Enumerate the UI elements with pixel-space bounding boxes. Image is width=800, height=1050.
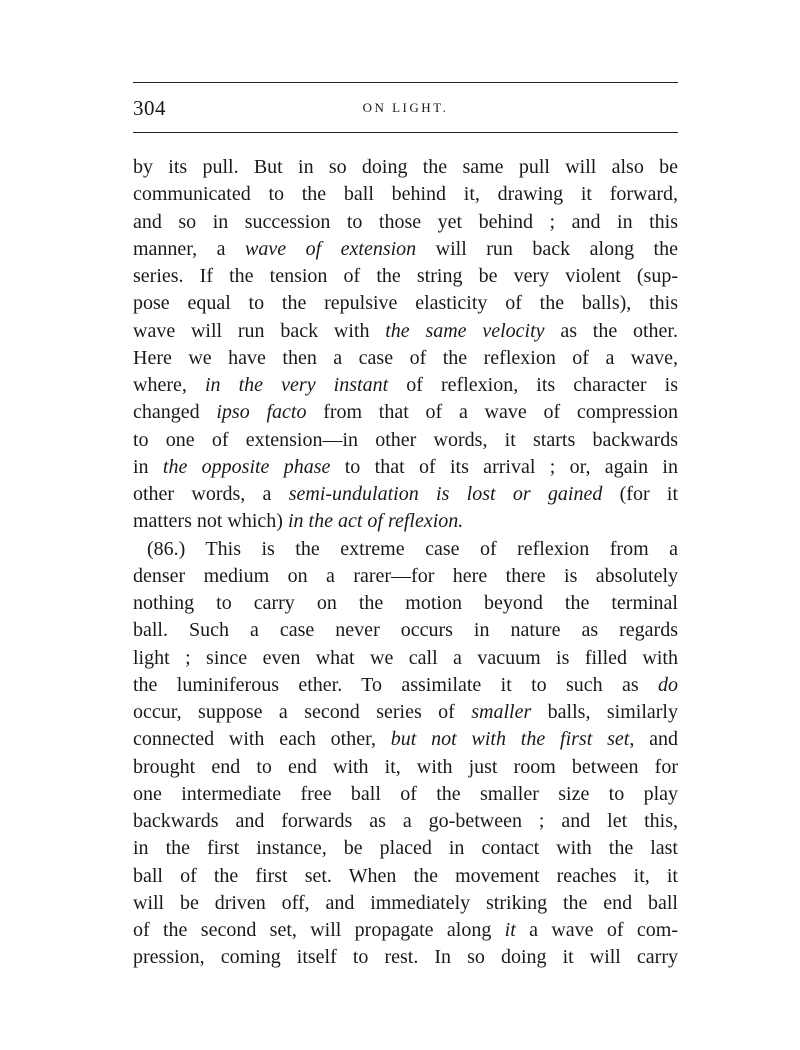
text-run: by its pull. But in so doing the same pull will also be	[133, 156, 678, 178]
text-line	[133, 726, 678, 753]
italic-run: but not with the first set	[390, 728, 630, 751]
text-line	[133, 427, 678, 454]
text-run: ball. Such a case never occurs in nature as regards	[133, 619, 678, 642]
text-line	[133, 454, 678, 481]
text-run: one intermediate free ball of the smaller size to play	[133, 782, 678, 805]
text-run: (86.) This is the extreme case of reflexion from a	[147, 537, 678, 560]
text-line	[133, 672, 678, 699]
page-number: 304	[133, 96, 166, 120]
running-title: ON LIGHT.	[362, 100, 449, 115]
text-line	[133, 508, 678, 535]
text-run: where,	[133, 374, 205, 396]
header-top-rule	[133, 82, 678, 83]
text-run: the luminiferous ether. To assimilate it to such as	[133, 673, 658, 696]
text-line	[133, 699, 678, 726]
text-run: denser medium on a rarer—for here there is absolutely	[133, 564, 678, 587]
body-text	[133, 154, 678, 972]
text-line	[133, 236, 678, 263]
text-run: series. If the tension of the string be very violent (sup-	[133, 265, 678, 287]
text-line	[133, 209, 678, 236]
text-run: connected with each other,	[133, 728, 391, 751]
text-run: other words, a	[133, 483, 289, 505]
italic-run: wave of extension	[245, 237, 417, 260]
text-line	[133, 318, 678, 345]
text-line	[133, 372, 678, 399]
text-line	[133, 590, 678, 617]
text-line	[133, 863, 678, 890]
text-run: pose equal to the repulsive elasticity of the balls), this	[133, 292, 678, 315]
text-line	[133, 536, 678, 563]
header-bottom-rule	[133, 132, 678, 133]
italic-run: ipso facto	[216, 401, 307, 424]
text-run: will be driven off, and immediately striking the end ball	[133, 891, 678, 914]
italic-run: the same velocity	[385, 319, 545, 342]
page-header	[133, 96, 678, 122]
text-run: occur, suppose a second series of	[133, 701, 472, 723]
text-line	[133, 154, 678, 181]
text-run: wave will run back with	[133, 319, 386, 342]
text-run: ball of the first set. When the movement reaches it, it	[133, 864, 678, 887]
text-run: to that of its arrival ; or, again in	[330, 455, 678, 478]
text-line	[133, 808, 678, 835]
text-line	[133, 399, 678, 426]
text-run: as the other.	[544, 319, 678, 342]
text-run: brought end to end with it, with just room between for	[133, 755, 678, 778]
text-line	[133, 617, 678, 644]
text-line	[133, 835, 678, 862]
text-line	[133, 754, 678, 781]
text-line	[133, 781, 678, 808]
text-line	[133, 944, 678, 971]
text-run: backwards and forwards as a go-between ; and let this,	[133, 810, 678, 832]
text-line	[133, 263, 678, 290]
text-run: matters not which)	[133, 510, 288, 533]
text-run: nothing to carry on the motion beyond the terminal	[133, 592, 678, 614]
text-run: and so in succession to those yet behind ; and in this	[133, 210, 678, 233]
text-line	[133, 481, 678, 508]
italic-run: semi-undulation is lost or gained	[288, 483, 603, 505]
text-run: from that of a wave of compression	[306, 401, 678, 424]
text-run: to one of extension—in other words, it starts backwards	[133, 428, 678, 451]
text-run: will run back along the	[416, 237, 678, 260]
text-run: balls, similarly	[531, 701, 678, 723]
text-line	[133, 563, 678, 590]
text-run: of the second set, will propagate along	[133, 919, 505, 941]
italic-run: in the very instant	[204, 374, 389, 396]
text-line	[133, 345, 678, 372]
text-run: changed	[133, 401, 217, 424]
italic-run: it	[504, 919, 516, 941]
text-run: communicated to the ball behind it, drawing it forward,	[133, 183, 678, 206]
italic-run: do	[658, 673, 678, 696]
italic-run: smaller	[471, 701, 532, 723]
text-run: manner, a	[133, 237, 246, 260]
text-run: in the first instance, be placed in contact with the last	[133, 837, 678, 860]
text-run: a wave of com-	[515, 919, 679, 941]
text-run: pression, coming itself to rest. In so doing it will carry	[133, 946, 678, 969]
text-run: , and	[629, 728, 679, 751]
text-run: in	[133, 455, 163, 478]
text-run: (for it	[602, 483, 679, 505]
text-line	[133, 890, 678, 917]
text-line	[133, 645, 678, 672]
text-line	[133, 290, 678, 317]
text-line	[133, 181, 678, 208]
text-run: Here we have then a case of the reflexion of a wave,	[133, 346, 678, 369]
text-run: of reflexion, its character is	[388, 374, 678, 396]
italic-run: the opposite phase	[162, 455, 331, 478]
text-run: light ; since even what we call a vacuum is filled with	[133, 646, 678, 669]
italic-run: in the act of reflexion.	[287, 510, 464, 533]
text-line	[133, 917, 678, 944]
